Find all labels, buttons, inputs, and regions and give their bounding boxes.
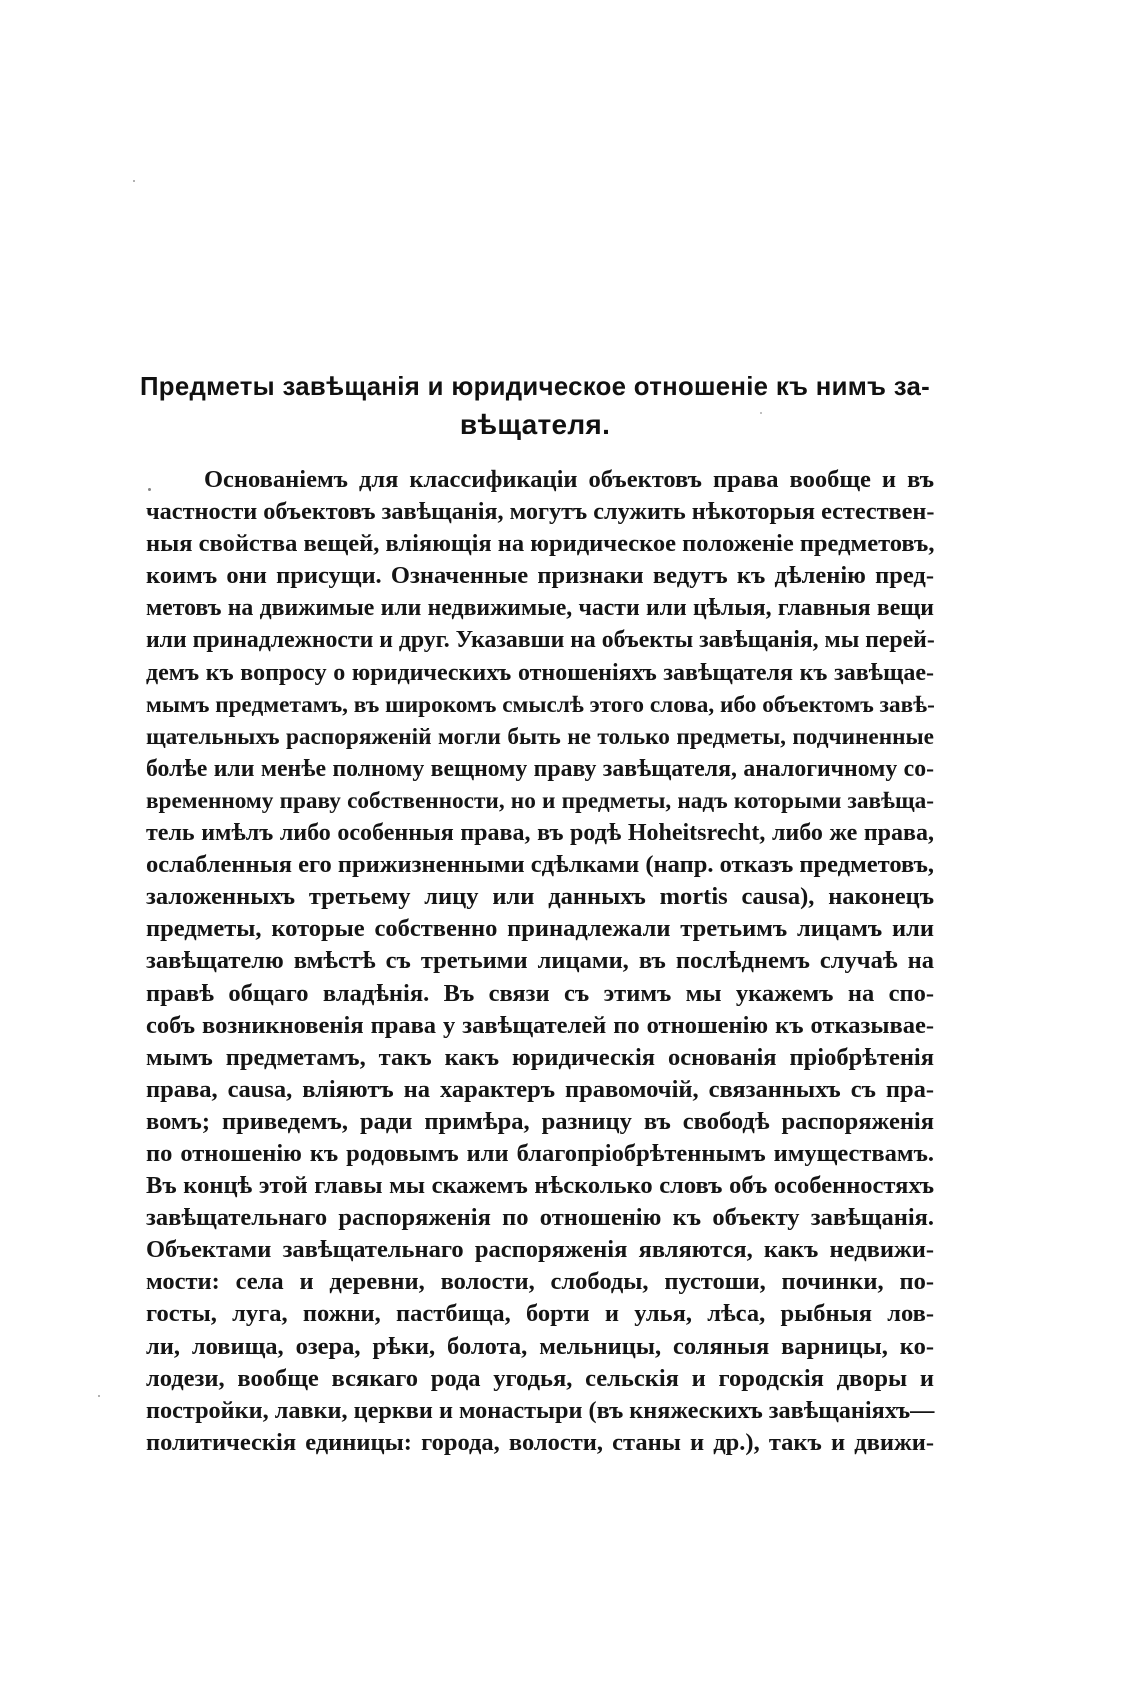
- text-line: постройки, лавки, церкви и монастыри (въ княжескихъ завѣщаніяхъ—: [146, 1396, 935, 1424]
- text-line: права, causa, вліяютъ на характеръ правомочій, связанныхъ съ пра-: [146, 1075, 934, 1103]
- text-line: щательныхъ распоряженій могли быть не только предметы, подчиненные: [146, 723, 934, 750]
- text-line: коимъ они присущи. Означенные признаки ведутъ къ дѣленію пред-: [146, 562, 934, 590]
- text-line: политическія единицы: города, волости, станы и др.), такъ и движи-: [146, 1428, 934, 1456]
- text-line: госты, луга, пожни, пастбища, борти и улья, лѣса, рыбныя лов-: [146, 1300, 934, 1328]
- text-line: завѣщательнаго распоряженія по отношенію къ объекту завѣщанія.: [146, 1204, 934, 1232]
- scan-speck: [133, 180, 135, 182]
- text-line: завѣщателю вмѣстѣ съ третьими лицами, въ послѣднемъ случаѣ на: [146, 947, 934, 975]
- text-line: метовъ на движимые или недвижимые, части или цѣлыя, главныя вещи: [146, 595, 934, 622]
- text-line: Объектами завѣщательнаго распоряженія являются, какъ недвижи-: [146, 1236, 934, 1264]
- section-heading: [140, 368, 930, 444]
- text-line: мости: села и деревни, волости, слободы, пустоши, починки, по-: [146, 1268, 934, 1296]
- text-line: по отношенію къ родовымъ или благопріобрѣтеннымъ имуществамъ.: [146, 1139, 934, 1167]
- text-line: лодези, вообще всякаго рода угодья, сельскія и городскія дворы и: [146, 1364, 934, 1392]
- text-line: собъ возникновенія права у завѣщателей по отношенію къ отказывае-: [146, 1011, 934, 1039]
- text-line: демъ къ вопросу о юридическихъ отношеніяхъ завѣщателя къ завѣщае-: [146, 659, 934, 686]
- text-line: временному праву собственности, но и предметы, надъ которыми завѣща-: [146, 787, 934, 814]
- text-line: Въ концѣ этой главы мы скажемъ нѣсколько словъ объ особенностяхъ: [146, 1172, 934, 1200]
- text-line: заложенныхъ третьему лицу или данныхъ mortis causa), наконецъ: [146, 883, 934, 911]
- text-line: болѣе или менѣе полному вещному праву завѣщателя, аналогичному со-: [146, 755, 934, 782]
- text-line: ослабленныя его прижизненными сдѣлками (напр. отказъ предметовъ,: [146, 851, 935, 879]
- text-line: правѣ общаго владѣнія. Въ связи съ этимъ мы укажемъ на спо-: [146, 979, 934, 1007]
- text-line: вомъ; приведемъ, ради примѣра, разницу въ свободѣ распоряженія: [146, 1107, 934, 1135]
- text-line: ныя свойства вещей, вліяющія на юридическое положеніе предметовъ,: [146, 530, 935, 558]
- text-line: мымъ предметамъ, въ широкомъ смыслѣ этого слова, ибо объектомъ завѣ-: [146, 691, 935, 718]
- text-line: мымъ предметамъ, такъ какъ юридическія основанія пріобрѣтенія: [146, 1043, 934, 1071]
- text-line: предметы, которые собственно принадлежали третьимъ лицамъ или: [146, 915, 934, 943]
- text-line: частности объектовъ завѣщанія, могутъ служить нѣкоторыя естествен-: [146, 498, 935, 526]
- text-line: или принадлежности и друг. Указавши на объекты завѣщанія, мы перей-: [146, 627, 935, 654]
- scan-speck: [98, 1395, 100, 1397]
- heading-line-1: Предметы завѣщанія и юридическое отношеніе къ нимъ за-: [140, 373, 930, 401]
- text-line: тель имѣлъ либо особенныя права, въ родѣ Hoheitsrecht, либо же права,: [146, 820, 934, 847]
- heading-line-2: вѣщателя.: [459, 409, 611, 440]
- text-line: Основаніемъ для классификаціи объектовъ права вообще и въ: [204, 466, 934, 493]
- text-line: ли, ловища, озера, рѣки, болота, мельницы, соляныя варницы, ко-: [146, 1332, 934, 1360]
- body-paragraph: [146, 464, 934, 1459]
